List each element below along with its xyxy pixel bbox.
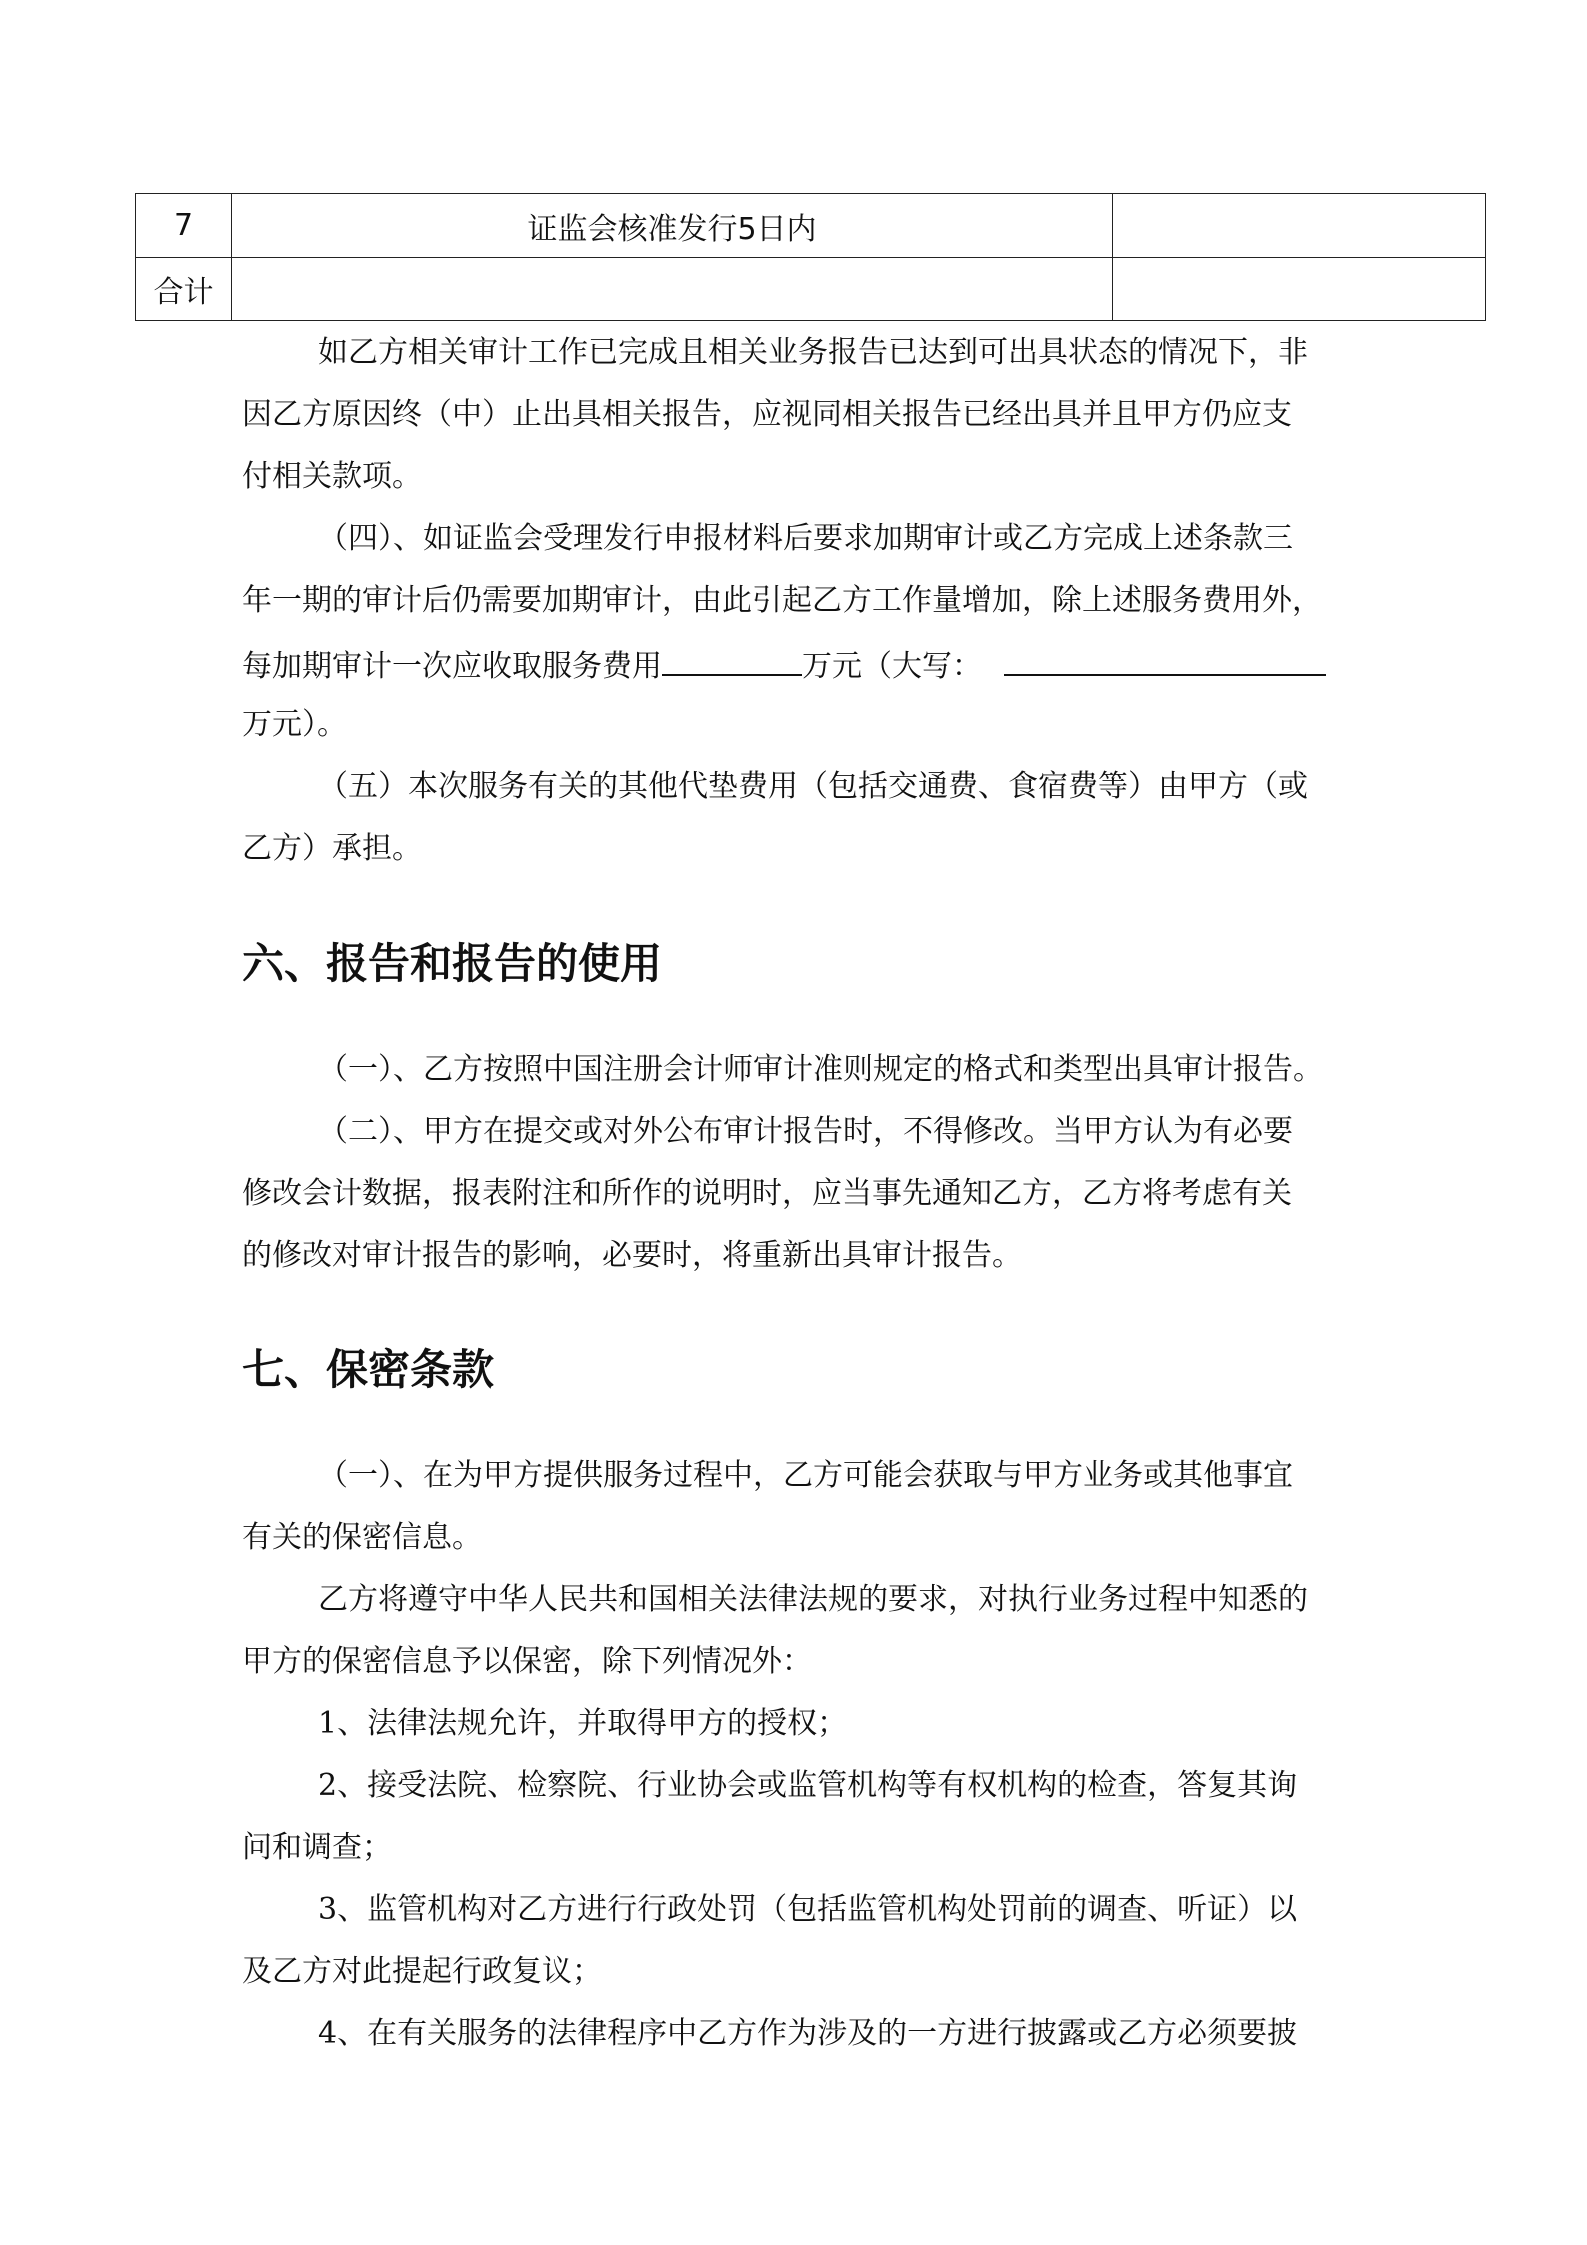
paragraph-line: 有关的保密信息。 — [242, 1520, 482, 1555]
list-item: 4、在有关服务的法律程序中乙方作为涉及的一方进行披露或乙方必须要披 — [318, 2016, 1298, 2051]
paragraph-line: 年一期的审计后仍需要加期审计，由此引起乙方工作量增加，除上述服务费用外， — [242, 583, 1322, 618]
paragraph-line: （一）、乙方按照中国注册会计师审计准则规定的格式和类型出具审计报告。 — [318, 1052, 1323, 1087]
total-label-cell: 合计 — [136, 258, 232, 321]
paragraph-line: 乙方将遵守中华人民共和国相关法律法规的要求，对执行业务过程中知悉的 — [318, 1582, 1308, 1617]
list-item: 3、监管机构对乙方进行行政处罚（包括监管机构处罚前的调查、听证）以 — [318, 1892, 1298, 1927]
list-item: 2、接受法院、检察院、行业协会或监管机构等有权机构的检查，答复其询 — [318, 1768, 1298, 1803]
paragraph-line: 付相关款项。 — [242, 459, 422, 494]
fee-schedule-table — [135, 193, 1486, 321]
paragraph-line: 甲方的保密信息予以保密，除下列情况外： — [242, 1644, 812, 1679]
payment-stage-cell: 证监会核准发行5日内 — [232, 194, 1113, 258]
section-heading: 六、报告和报告的使用 — [242, 939, 663, 988]
amount-cell — [1113, 194, 1486, 258]
paragraph-line: 修改会计数据，报表附注和所作的说明时，应当事先通知乙方，乙方将考虑有关 — [242, 1176, 1292, 1211]
list-item: 1、法律法规允许，并取得甲方的授权； — [318, 1706, 848, 1741]
paragraph-line: 如乙方相关审计工作已完成且相关业务报告已达到可出具状态的情况下，非 — [318, 335, 1308, 370]
list-item-continuation: 及乙方对此提起行政复议； — [242, 1954, 602, 1989]
table-row — [136, 194, 1486, 258]
section-heading: 七、保密条款 — [242, 1345, 495, 1394]
row-number-cell: 7 — [136, 194, 232, 258]
paragraph-line: （五）本次服务有关的其他代垫费用（包括交通费、食宿费等）由甲方（或 — [318, 769, 1308, 804]
amount-cell — [1113, 258, 1486, 321]
paragraph-line: （四）、如证监会受理发行申报材料后要求加期审计或乙方完成上述条款三 — [318, 521, 1293, 556]
paragraph-line: 乙方）承担。 — [242, 831, 422, 866]
paragraph-line: （二）、甲方在提交或对外公布审计报告时，不得修改。当甲方认为有必要 — [318, 1114, 1293, 1149]
fee-amount-words-blank[interactable] — [1004, 648, 1326, 676]
payment-stage-cell — [232, 258, 1113, 321]
table-row — [136, 258, 1486, 321]
paragraph-line: 因乙方原因终（中）止出具相关报告，应视同相关报告已经出具并且甲方仍应支 — [242, 397, 1292, 432]
paragraph-line: （一）、在为甲方提供服务过程中，乙方可能会获取与甲方业务或其他事宜 — [318, 1458, 1293, 1493]
paragraph-line: 万元）。 — [242, 707, 347, 742]
fee-per-audit-text: 每加期审计一次应收取服务费用 — [242, 649, 662, 684]
paragraph-line: 的修改对审计报告的影响，必要时，将重新出具审计报告。 — [242, 1238, 1022, 1273]
list-item-continuation: 问和调查； — [242, 1830, 392, 1865]
fee-amount-blank[interactable] — [662, 648, 802, 676]
fee-unit-text: 万元（大写： — [802, 649, 982, 684]
paragraph-line — [242, 648, 1352, 682]
